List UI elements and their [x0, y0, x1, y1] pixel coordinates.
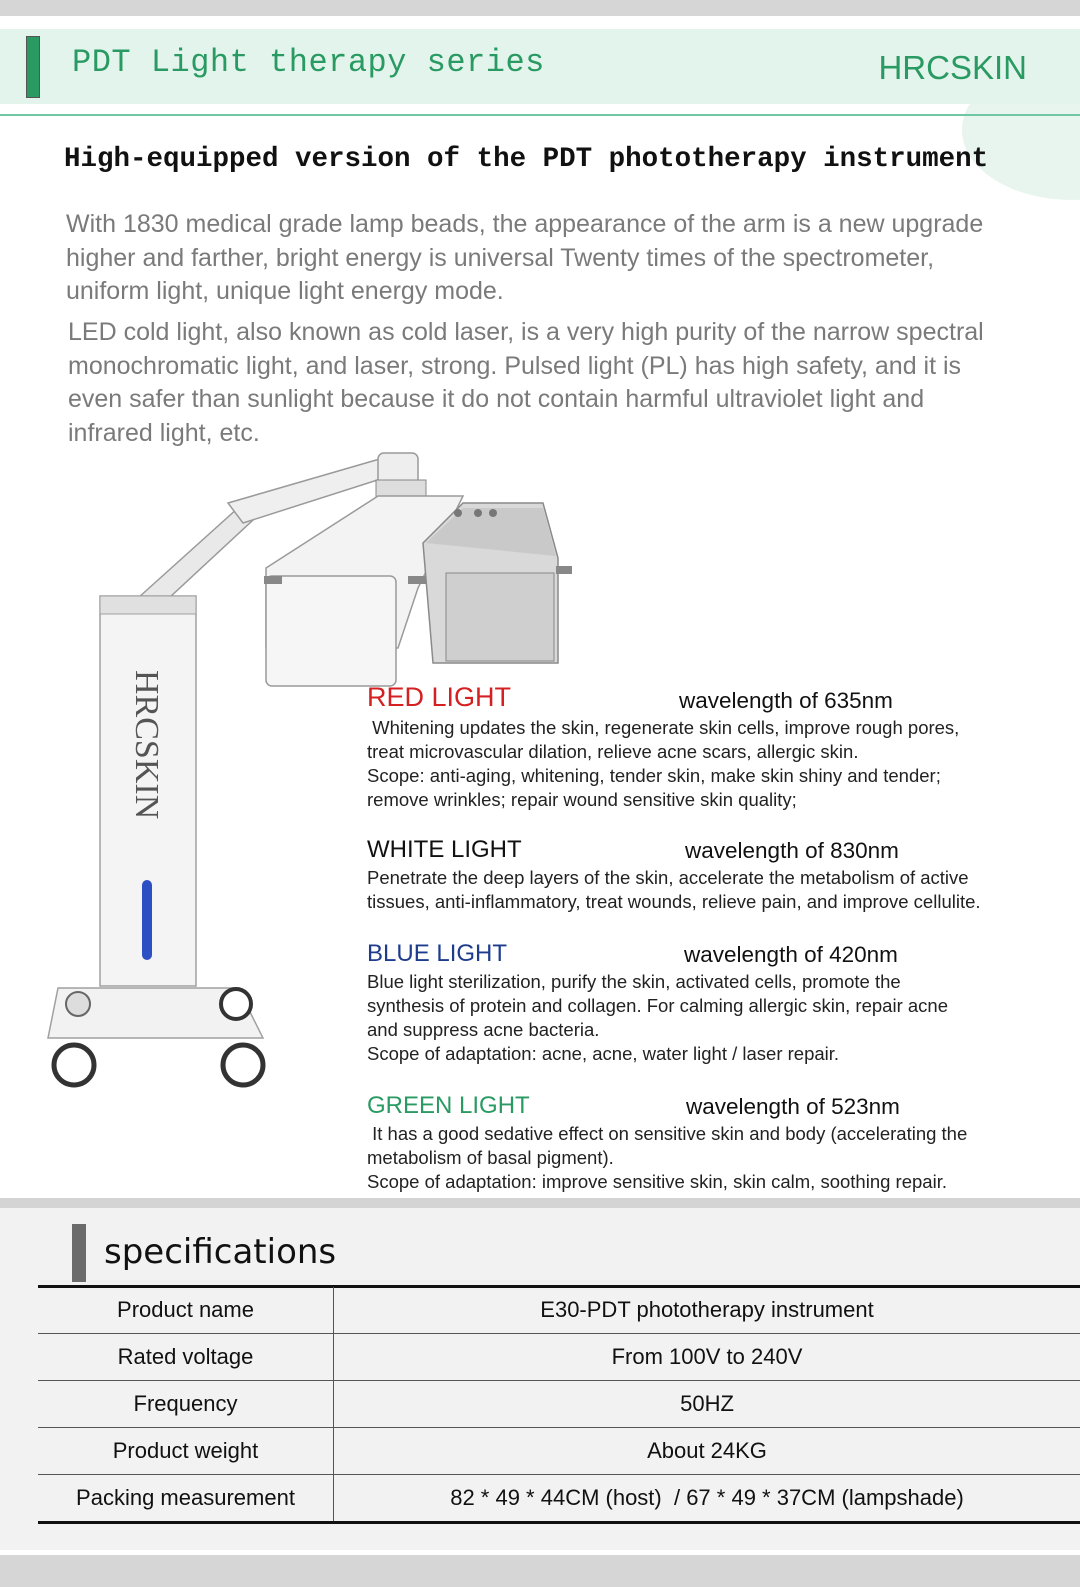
specifications-table: [38, 1287, 1080, 1524]
table-row: [38, 1475, 1080, 1523]
device-column: [100, 596, 196, 986]
intro-paragraph-2: LED cold light, also known as cold laser, is a very high purity of the narrow spectral monochromatic light, and laser, strong. Pulsed light (PL) has high safety, and it is even safer than sunlight because it do not contain harmful ultraviolet light and infrared light, etc.: [68, 318, 984, 447]
light-description-line: Scope: anti-aging, whitening, tender skin, make skin shiny and tender;: [367, 765, 941, 786]
light-description-line: and suppress acne bacteria.: [367, 1019, 600, 1040]
light-description-line: synthesis of protein and collagen. For calming allergic skin, repair acne: [367, 995, 948, 1016]
light-wavelength: wavelength of 420nm: [684, 942, 898, 967]
spec-label: Packing measurement: [38, 1475, 334, 1523]
light-description-line: Blue light sterilization, purify the skin, activated cells, promote the: [367, 971, 901, 992]
light-name: BLUE LIGHT: [367, 940, 508, 967]
table-row: [38, 1334, 1080, 1381]
spec-value: 82 * 49 * 44CM (host) / 67 * 49 * 37CM (lampshade): [334, 1475, 1080, 1523]
light-description: [367, 866, 1047, 914]
light-wavelength: wavelength of 830nm: [685, 838, 899, 863]
light-name: WHITE LIGHT: [367, 836, 522, 863]
spec-label: Product name: [38, 1287, 334, 1334]
spec-label: Product weight: [38, 1428, 334, 1475]
bottom-strip: [0, 1555, 1080, 1587]
header-title: PDT Light therapy series: [72, 44, 545, 81]
light-description-line: Whitening updates the skin, regenerate skin cells, improve rough pores,: [367, 717, 960, 738]
specifications-title: specifications: [104, 1232, 337, 1272]
intro-paragraph-1: With 1830 medical grade lamp beads, the appearance of the arm is a new upgrade higher and farther, bright energy is universal Twenty times of the spectrometer, uniform light, unique light energy mode.: [66, 210, 984, 305]
light-description-line: treat microvascular dilation, relieve acne scars, allergic skin.: [367, 741, 859, 762]
spec-value: About 24KG: [334, 1428, 1080, 1475]
header-accent-bar: [26, 36, 40, 98]
page-subtitle: High-equipped version of the PDT phototherapy instrument: [64, 144, 989, 175]
light-description: [367, 716, 1047, 812]
spec-label: Frequency: [38, 1381, 334, 1428]
light-description-line: tissues, anti-inflammatory, treat wounds, relieve pain, and improve cellulite.: [367, 891, 981, 912]
light-description: [367, 1122, 1047, 1194]
light-description-line: Scope of adaptation: improve sensitive skin, skin calm, soothing repair.: [367, 1171, 947, 1192]
red-light-section: [367, 682, 1047, 812]
device-base: [48, 988, 263, 1085]
spec-label: Rated voltage: [38, 1334, 334, 1381]
device-brand-label: HRCSKIN: [128, 670, 165, 820]
specifications-divider: [0, 1198, 1080, 1208]
light-description-line: Penetrate the deep layers of the skin, accelerate the metabolism of active: [367, 867, 969, 888]
table-row: [38, 1428, 1080, 1475]
light-description: [367, 970, 1047, 1066]
table-row: [38, 1287, 1080, 1334]
light-name: GREEN LIGHT: [367, 1092, 530, 1119]
header-divider: [0, 114, 1080, 116]
light-description-line: Scope of adaptation: acne, acne, water light / laser repair.: [367, 1043, 840, 1064]
light-name: RED LIGHT: [367, 682, 512, 712]
light-wavelength: wavelength of 635nm: [679, 688, 893, 713]
spec-value: 50HZ: [334, 1381, 1080, 1428]
light-description-line: It has a good sedative effect on sensitive skin and body (accelerating the: [367, 1123, 968, 1144]
spec-value: From 100V to 240V: [334, 1334, 1080, 1381]
table-row: [38, 1381, 1080, 1428]
blue-light-section: [367, 940, 1047, 1066]
specifications-accent-bar: [72, 1224, 86, 1282]
light-description-line: metabolism of basal pigment).: [367, 1147, 614, 1168]
lamp-panels: [264, 496, 572, 686]
light-wavelength: wavelength of 523nm: [686, 1094, 900, 1119]
white-light-section: [367, 836, 1047, 914]
green-light-section: [367, 1092, 1047, 1194]
top-strip: [0, 0, 1080, 16]
light-description-line: remove wrinkles; repair wound sensitive skin quality;: [367, 789, 797, 810]
spec-value: E30-PDT phototherapy instrument: [334, 1287, 1080, 1334]
brand-name: HRCSKIN: [878, 49, 1027, 86]
